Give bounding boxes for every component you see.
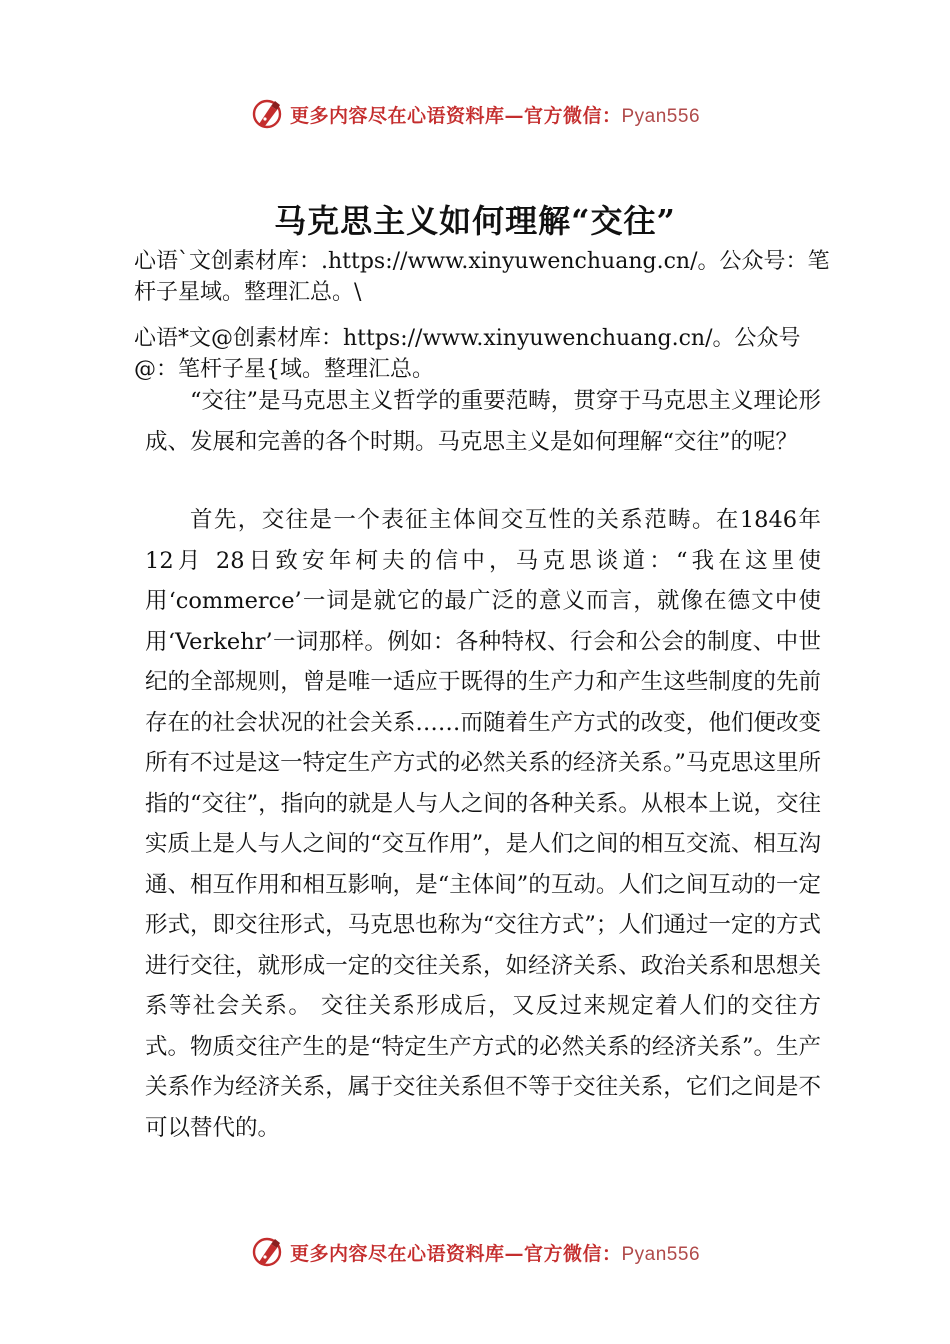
header-wechat-id: Pyan556: [621, 105, 701, 127]
pen-nib-logo-icon: [250, 1235, 284, 1269]
footer-watermark: [0, 1232, 950, 1272]
paragraph-1-block: [145, 381, 821, 462]
paragraph-2-block: [145, 500, 821, 1148]
paragraph-2: 首先，交往是一个表征主体间交互性的关系范畴。在1846年 12月 28日致安年柯夫的信中，马克思谈道：“我在这里使用‘commerce’一词是就它的最广泛的意义而言，就像在德文中使用‘Verkehr’一词那样。例如：各种特权、行会和公会的制度、中世纪的全部规则，曾是唯一适应于既得的生产力和产生这些制度的先前存在的社会状况的社会关系……而随着生产方式的改变，他们便改变所有不过是这一特定生产方式的必然关系的经济关系。”马克思这里所指的“交往”，指向的就是人与人之间的各种关系。从根本上说，交往实质上是人与人之间的“交互作用”，是人们之间的相互交流、相互沟通、相互作用和相互影响，是“主体间”的互动。人们之间互动的一定形式，即交往形式，马克思也称为“交往方式”；人们通过一定的方式进行交往，就形成一定的交往关系，如经济关系、政治关系和思想关系等社会关系。 交往关系形成后，又反过来规定着人们的交往方式。物质交往产生的是“特定生产方式的必然关系的经济关系”。生产关系作为经济关系，属于交往关系但不等于交往关系，它们之间是不可以替代的。: [145, 507, 821, 1141]
footer-wechat-id: Pyan556: [621, 1243, 701, 1265]
source-line-2: 心语*文@创素材库：https://www.xinyuwenchuang.cn/。公众号@：笔杆子星{域。整理汇总。: [134, 326, 801, 382]
source-line-1: 心语`文创素材库：.https://www.xinyuwenchuang.cn/。公众号：笔杆子星域。整理汇总。\: [134, 249, 830, 305]
header-watermark: [0, 94, 950, 134]
header-watermark-text: 更多内容尽在心语资料库—官方微信：Pyan556: [289, 104, 701, 127]
footer-watermark-text: 更多内容尽在心语资料库—官方微信：Pyan556: [289, 1242, 701, 1265]
pen-nib-logo-icon: [250, 97, 284, 131]
paragraph-1: “交往”是马克思主义哲学的重要范畴，贯穿于马克思主义理论形成、发展和完善的各个时期。马克思主义是如何理解“交往”的呢？: [145, 388, 821, 455]
document-title: 马克思主义如何理解“交往”: [274, 202, 676, 240]
